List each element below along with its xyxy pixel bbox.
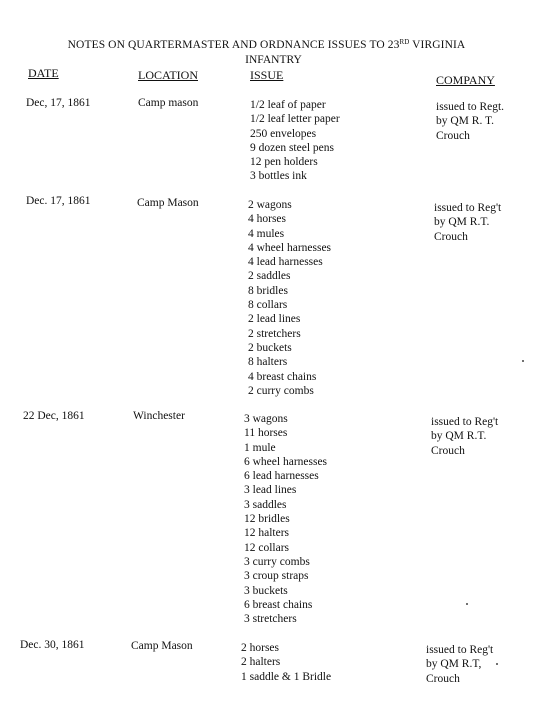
issue-item: 3 bottles ink: [250, 170, 307, 183]
issue-item: 8 collars: [248, 299, 288, 312]
issue-column-header: ISSUE: [250, 68, 284, 82]
entry-company: [436, 100, 504, 143]
entry-issue-list: [244, 412, 327, 626]
issue-item: 4 mules: [248, 227, 285, 240]
entry-company: [434, 201, 501, 244]
document-title: [0, 38, 533, 51]
issue-item: 2 saddles: [248, 270, 291, 283]
scan-speck: [496, 663, 498, 665]
issue-item: 2 lead lines: [248, 313, 301, 326]
issue-item: 2 buckets: [248, 341, 292, 354]
issue-item: 3 lead lines: [244, 484, 297, 497]
company-line: by QM R.T.: [431, 430, 487, 443]
company-line: by QM R.T.: [434, 216, 490, 229]
company-line: issued to Regt.: [436, 101, 505, 113]
issue-item: 4 horses: [248, 213, 287, 226]
entry-location: Camp mason: [138, 97, 199, 109]
title-text: NOTES ON QUARTERMASTER AND ORDNANCE ISSUES TO 23: [67, 39, 400, 51]
issue-item: 2 curry combs: [248, 384, 314, 397]
issue-item: 3 saddles: [244, 498, 287, 511]
issue-item: 3 curry combs: [244, 555, 310, 568]
issue-item: 8 bridles: [248, 284, 288, 297]
company-line: issued to Reg't: [434, 202, 502, 214]
issue-item: 3 croup straps: [244, 570, 309, 583]
issue-item: 2 halters: [241, 656, 281, 669]
issue-item: 12 halters: [244, 527, 290, 540]
issue-item: 1/2 leaf of paper: [250, 99, 326, 111]
scan-speck: [466, 603, 468, 605]
entry-date: Dec. 17, 1861: [26, 195, 91, 207]
company-line: by QM R. T.: [436, 115, 495, 128]
issue-item: 3 stretchers: [244, 613, 297, 626]
title-superscript: RD: [399, 38, 410, 46]
company-line: Crouch: [434, 230, 468, 243]
issue-item: 8 halters: [248, 356, 288, 369]
issue-item: 3 wagons: [244, 413, 288, 425]
issue-item: 1 mule: [244, 441, 276, 454]
company-line: issued to Reg't: [431, 416, 499, 428]
entry-issue-list: [248, 198, 331, 398]
entry-location: Camp Mason: [137, 197, 199, 209]
entry-date: Dec, 17, 1861: [26, 97, 91, 109]
company-line: by QM R.T,: [426, 658, 482, 671]
issue-item: 6 wheel harnesses: [244, 455, 328, 468]
company-line: Crouch: [436, 129, 470, 142]
entry-location: Camp Mason: [131, 640, 193, 652]
scan-speck: [522, 360, 524, 362]
company-line: Crouch: [426, 672, 460, 685]
issue-item: 2 wagons: [248, 199, 292, 211]
company-line: issued to Reg't: [426, 644, 494, 656]
entry-date: Dec. 30, 1861: [20, 639, 85, 651]
issue-item: 6 lead harnesses: [244, 470, 319, 483]
issue-item: 6 breast chains: [244, 598, 313, 611]
location-column-header: LOCATION: [138, 68, 198, 82]
issue-item: 250 envelopes: [250, 127, 317, 140]
entry-issue-list: [241, 641, 331, 684]
issue-item: 12 bridles: [244, 513, 290, 526]
entry-company: [431, 415, 498, 458]
issue-item: 12 collars: [244, 541, 290, 554]
entry-location: Winchester: [133, 410, 185, 422]
company-column-header: COMPANY: [436, 73, 495, 87]
issue-item: 1/2 leaf letter paper: [250, 113, 340, 126]
issue-item: 9 dozen steel pens: [250, 141, 334, 154]
title-text-end: VIRGINIA: [409, 39, 466, 51]
document-title-line2: INFANTRY: [245, 54, 302, 66]
issue-item: 3 buckets: [244, 584, 288, 597]
entry-company: [426, 643, 493, 686]
issue-item: 12 pen holders: [250, 156, 318, 169]
issue-item: 4 lead harnesses: [248, 256, 323, 269]
entry-date: 22 Dec, 1861: [23, 410, 85, 422]
issue-item: 4 wheel harnesses: [248, 241, 332, 254]
entry-issue-list: [250, 98, 340, 184]
issue-item: 11 horses: [244, 427, 288, 440]
issue-item: 1 saddle & 1 Bridle: [241, 670, 332, 683]
issue-item: 2 horses: [241, 642, 280, 654]
issue-item: 2 stretchers: [248, 327, 301, 340]
issue-item: 4 breast chains: [248, 370, 317, 383]
date-column-header: DATE: [28, 66, 59, 80]
company-line: Crouch: [431, 444, 465, 457]
